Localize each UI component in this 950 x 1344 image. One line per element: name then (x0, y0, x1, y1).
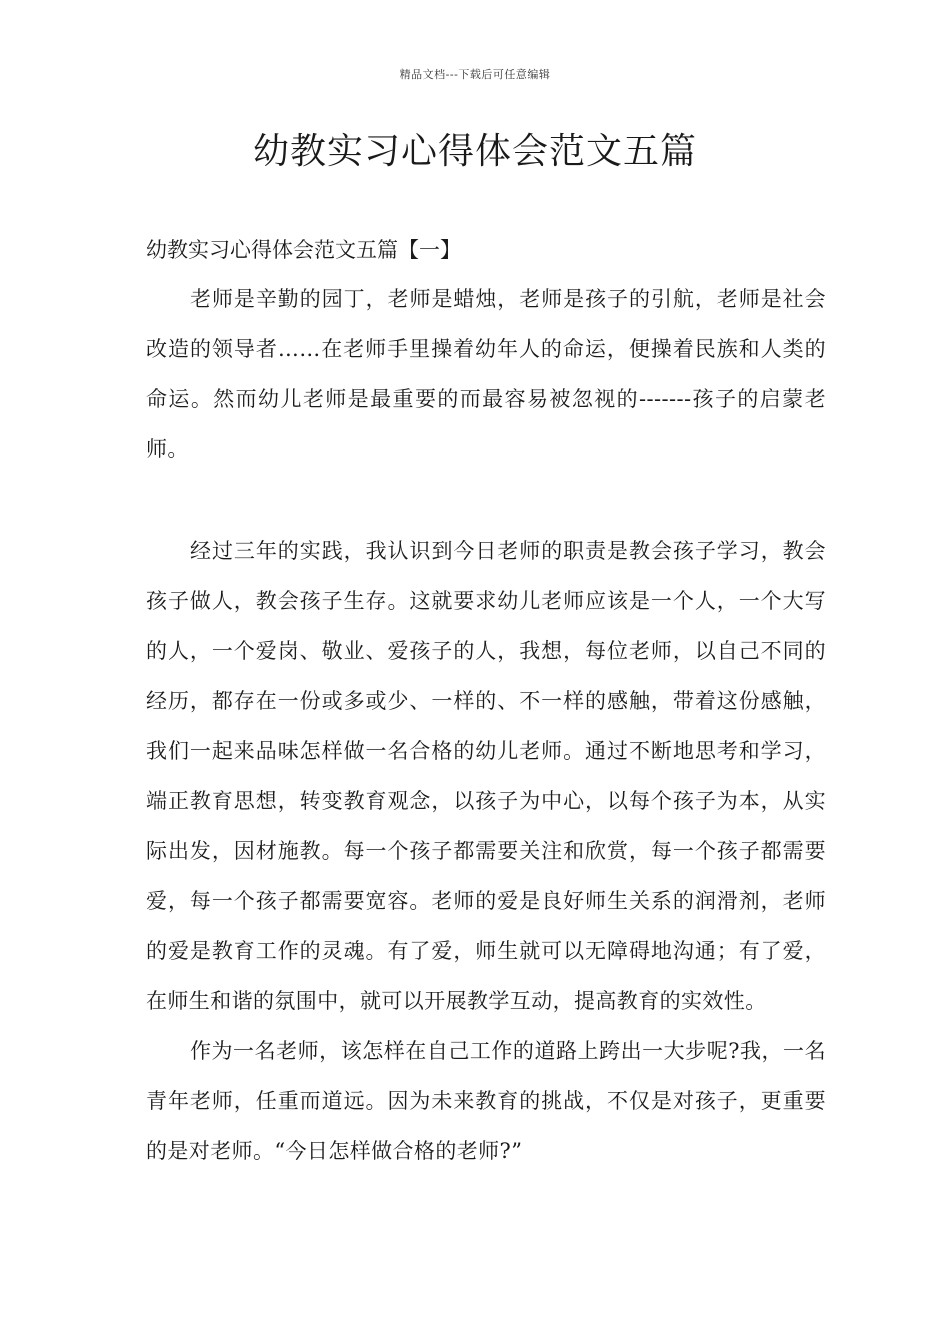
paragraph-1: 老师是辛勤的园丁，老师是蜡烛，老师是孩子的引航，老师是社会改造的领导者……在老师手里操着幼年人的命运，便操着民族和人类的命运。然而幼儿老师是最重要的而最容易被忽视的-------孩子的启蒙老师。 (146, 287, 826, 461)
document-title: 幼教实习心得体会范文五篇 (252, 131, 697, 172)
paragraph-2: 经过三年的实践，我认识到今日老师的职责是教会孩子学习，教会孩子做人，教会孩子生存。这就要求幼儿老师应该是一个人，一个大写的人，一个爱岗、敬业、爱孩子的人，我想，每位老师，以自己不同的经历，都存在一份或多或少、一样的、不一样的感触，带着这份感触，我们一起来品味怎样做一名合格的幼儿老师。通过不断地思考和学习，端正教育思想，转变教育观念，以孩子为中心，以每个孩子为本，从实际出发，因材施教。每一个孩子都需要关注和欣赏，每一个孩子都需要爱，每一个孩子都需要宽容。老师的爱是良好师生关系的润滑剂，老师的爱是教育工作的灵魂。有了爱，师生就可以无障碍地沟通；有了爱，在师生和谐的氛围中，就可以开展教学互动，提高教育的实效性。 (146, 539, 826, 1013)
section-heading: 幼教实习心得体会范文五篇【一】 (146, 238, 461, 262)
paragraph-3: 作为一名老师，该怎样在自己工作的道路上跨出一大步呢?我，一名青年老师，任重而道远。因为未来教育的挑战，不仅是对孩子，更重要的是对老师。“今日怎样做合格的老师?” (146, 1039, 826, 1163)
header-note: 精品文档---下载后可任意编辑 (399, 68, 551, 81)
paragraph-spacer (146, 474, 826, 526)
document-body (146, 226, 826, 1176)
